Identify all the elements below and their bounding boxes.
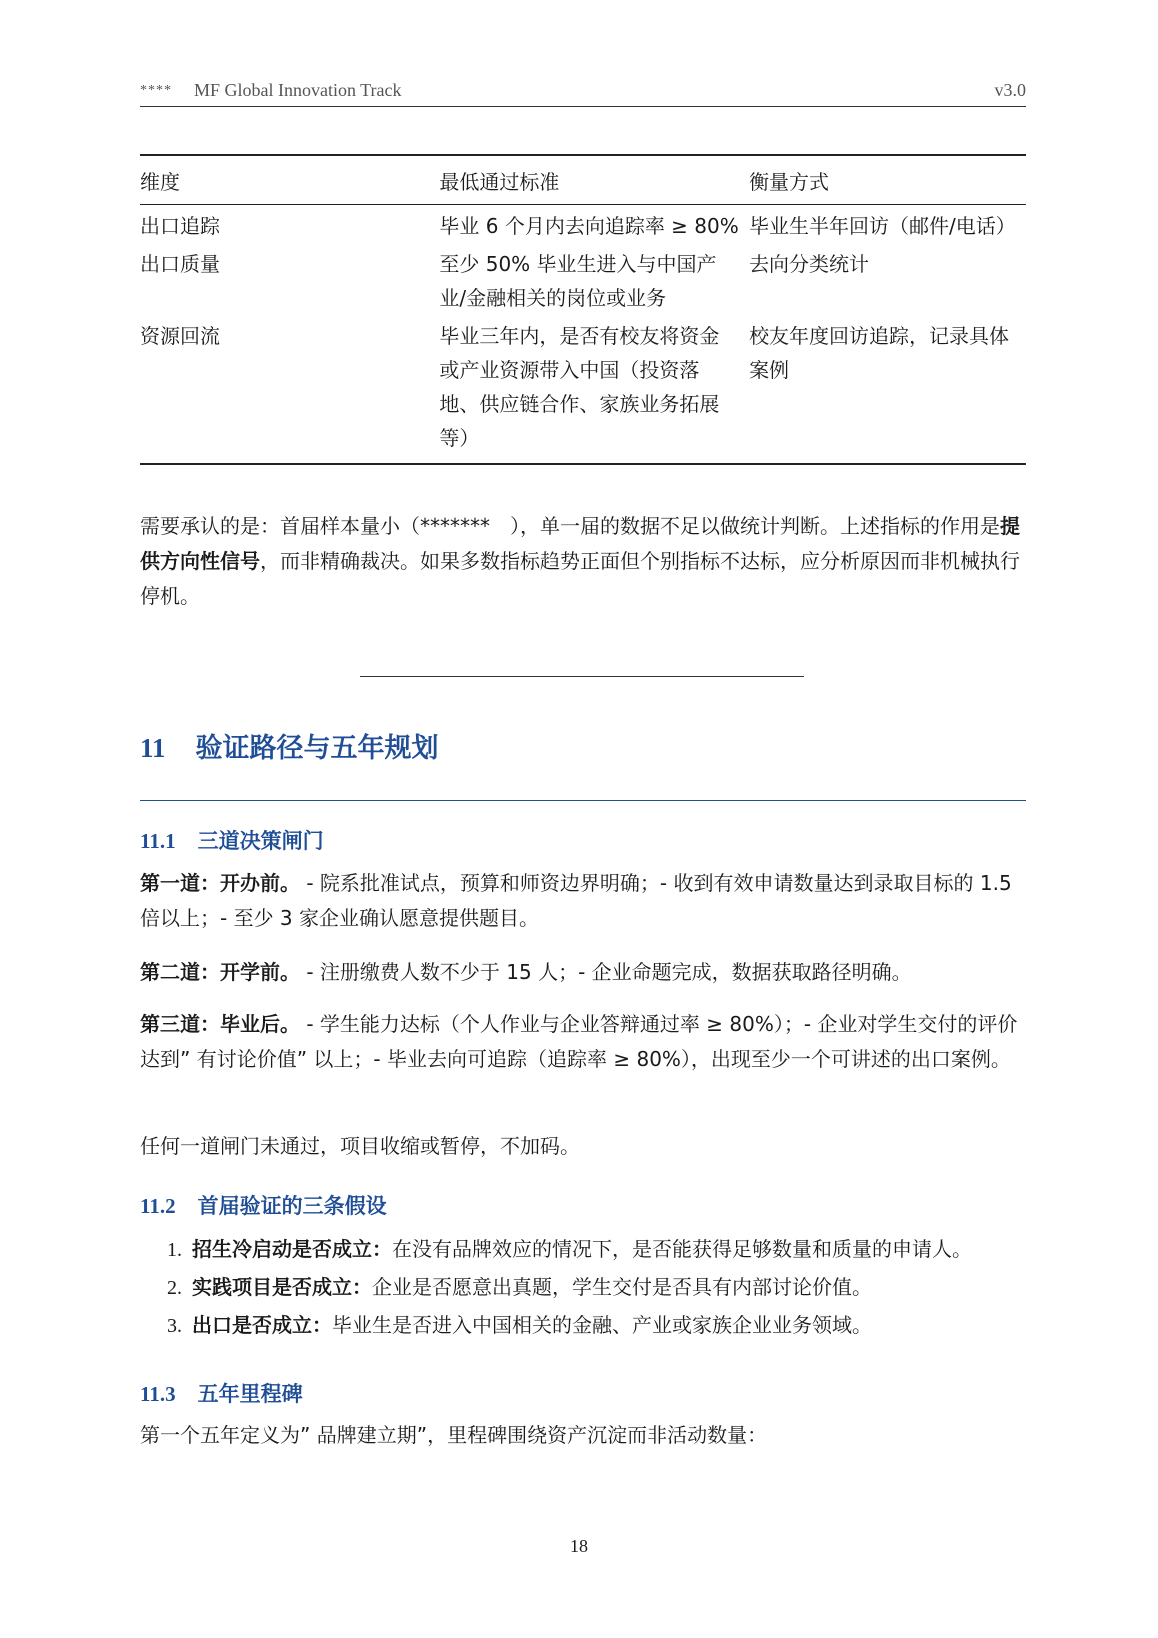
page-number: 18 — [570, 1536, 588, 1556]
column-header: 维度 — [140, 155, 439, 205]
section-divider — [360, 676, 804, 677]
note-text-1: 需要承认的是：首届样本量小（******* ），单一届的数据不足以做统计判断。上述指标的作用是 — [140, 514, 1000, 538]
hypothesis-list — [140, 1230, 1026, 1344]
gate-paragraph — [140, 866, 1026, 936]
cell-measure: 校友年度回访追踪，记录具体案例 — [749, 315, 1026, 464]
header-stars: **** — [140, 83, 172, 98]
gate-text: - 学生能力达标（个人作业与企业答辩通过率 ≥ 80%）；- 企业对学生交付的评价达到” 有讨论价值” 以上；- 毕业去向可追踪（追踪率 ≥ 80%），出现至少一个可讲述的出口案例。 — [140, 1012, 1018, 1071]
cell-measure: 去向分类统计 — [749, 252, 870, 276]
subsection-title: 首届验证的三条假设 — [197, 1194, 387, 1218]
gate-paragraph — [140, 955, 1026, 990]
section-title: 验证路径与五年规划 — [195, 733, 439, 764]
list-number: 3. — [167, 1315, 182, 1337]
cell-standard: 毕业 6 个月内去向追踪率 ≥ 80% — [439, 214, 739, 238]
list-text: 企业是否愿意出真题，学生交付是否具有内部讨论价值。 — [372, 1275, 872, 1299]
note-paragraph — [140, 509, 1026, 614]
gate-text: - 院系批准试点，预算和师资边界明确；- 收到有效申请数量达到录取目标的 1.5 倍以上；- 至少 3 家企业确认愿意提供题目。 — [140, 871, 1012, 930]
list-item — [140, 1230, 1026, 1268]
list-number: 1. — [167, 1239, 182, 1261]
criteria-table — [140, 154, 1026, 465]
subsection-title: 三道决策闸门 — [197, 829, 324, 853]
column-header: 最低通过标准 — [439, 155, 749, 205]
section-rule — [140, 800, 1026, 801]
cell-dimension: 资源回流 — [140, 315, 439, 464]
list-text: 毕业生是否进入中国相关的金融、产业或家族企业业务领域。 — [332, 1313, 872, 1337]
section-heading — [140, 726, 1026, 765]
note-text-2: ，而非精确裁决。如果多数指标趋势正面但个别指标不达标，应分析原因而非机械执行停机。 — [140, 549, 1020, 608]
subsection-heading-11-3 — [140, 1378, 303, 1408]
header-left — [140, 80, 402, 101]
subsection-title: 五年里程碑 — [197, 1382, 303, 1406]
subsection-number: 11.2 — [140, 1194, 176, 1218]
gate-closing: 任何一道闸门未通过，项目收缩或暂停，不加码。 — [140, 1134, 580, 1158]
section-number: 11 — [140, 733, 166, 763]
list-item — [140, 1306, 1026, 1344]
cell-standard: 至少 50% 毕业生进入与中国产业/金融相关的岗位或业务 — [439, 252, 717, 310]
table-row — [140, 243, 1026, 315]
subsection-number: 11.3 — [140, 1382, 176, 1406]
list-text: 在没有品牌效应的情况下，是否能获得足够数量和质量的申请人。 — [392, 1237, 972, 1261]
running-header — [140, 78, 1026, 107]
gate-label: 第二道：开学前。 — [140, 960, 300, 984]
gate-text: - 注册缴费人数不少于 15 人；- 企业命题完成，数据获取路径明确。 — [300, 960, 912, 984]
subsection-number: 11.1 — [140, 829, 176, 853]
cell-dimension: 出口追踪 — [140, 214, 220, 238]
list-bold: 出口是否成立： — [192, 1313, 332, 1337]
gate-label: 第三道：毕业后。 — [140, 1012, 300, 1036]
list-bold: 招生冷启动是否成立： — [192, 1237, 392, 1261]
gate-paragraph — [140, 1007, 1026, 1077]
column-header: 衡量方式 — [749, 155, 1026, 205]
table-header-row — [140, 155, 1026, 205]
note-bold: 提供方向性信号 — [140, 514, 1020, 573]
cell-dimension: 出口质量 — [140, 252, 220, 276]
list-item — [140, 1268, 1026, 1306]
subsection-heading-11-1 — [140, 825, 324, 855]
table-row — [140, 315, 1026, 464]
table-row — [140, 205, 1026, 244]
header-version: v3.0 — [994, 80, 1026, 100]
list-number: 2. — [167, 1277, 182, 1299]
gate-label: 第一道：开办前。 — [140, 871, 300, 895]
subsection-heading-11-2 — [140, 1190, 387, 1220]
header-title: MF Global Innovation Track — [194, 80, 402, 100]
cell-measure: 毕业生半年回访（邮件/电话） — [749, 214, 1016, 238]
cell-standard: 毕业三年内，是否有校友将资金或产业资源带入中国（投资落地、供应链合作、家族业务拓展等） — [439, 315, 749, 464]
milestone-intro: 第一个五年定义为” 品牌建立期”，里程碑围绕资产沉淀而非活动数量： — [140, 1423, 768, 1447]
list-bold: 实践项目是否成立： — [192, 1275, 372, 1299]
